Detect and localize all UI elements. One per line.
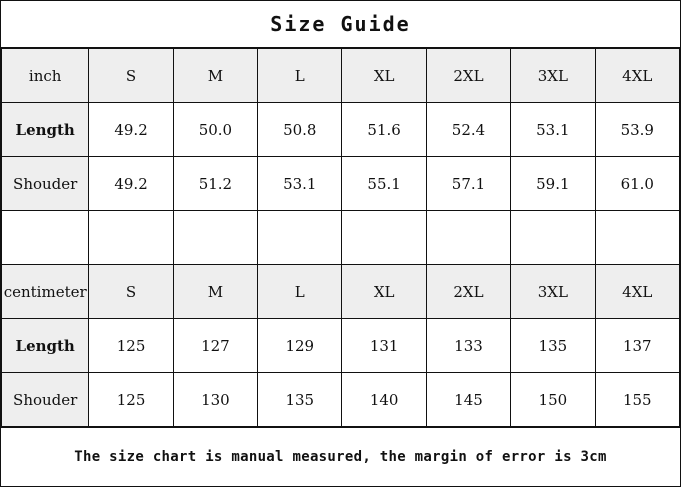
table-row-header-inch bbox=[2, 49, 680, 103]
spacer-cell bbox=[342, 211, 426, 265]
cell-length-cm-4xl: 137 bbox=[595, 319, 679, 373]
row-label-shouder-inch: Shouder bbox=[2, 157, 89, 211]
size-header-cm-m: M bbox=[173, 265, 257, 319]
cell-length-inch-s: 49.2 bbox=[89, 103, 173, 157]
size-header-m: M bbox=[173, 49, 257, 103]
footer-note: The size chart is manual measured, the margin of error is 3cm bbox=[74, 449, 607, 465]
spacer-cell bbox=[595, 211, 679, 265]
cell-length-cm-2xl: 133 bbox=[426, 319, 510, 373]
table-row bbox=[2, 103, 680, 157]
cell-length-inch-2xl: 52.4 bbox=[426, 103, 510, 157]
cell-shouder-inch-m: 51.2 bbox=[173, 157, 257, 211]
cell-length-cm-l: 129 bbox=[258, 319, 342, 373]
cell-shouder-inch-2xl: 57.1 bbox=[426, 157, 510, 211]
cell-shouder-cm-s: 125 bbox=[89, 373, 173, 427]
size-header-cm-s: S bbox=[89, 265, 173, 319]
spacer-cell bbox=[258, 211, 342, 265]
row-label-shouder-cm: Shouder bbox=[2, 373, 89, 427]
size-header-cm-l: L bbox=[258, 265, 342, 319]
spacer-cell bbox=[173, 211, 257, 265]
size-header-3xl: 3XL bbox=[511, 49, 595, 103]
title-bar bbox=[1, 1, 680, 48]
size-header-4xl: 4XL bbox=[595, 49, 679, 103]
cell-shouder-cm-l: 135 bbox=[258, 373, 342, 427]
size-header-2xl: 2XL bbox=[426, 49, 510, 103]
footer-bar bbox=[1, 427, 680, 486]
cell-shouder-cm-4xl: 155 bbox=[595, 373, 679, 427]
cell-shouder-inch-3xl: 59.1 bbox=[511, 157, 595, 211]
cell-shouder-inch-s: 49.2 bbox=[89, 157, 173, 211]
cell-shouder-inch-xl: 55.1 bbox=[342, 157, 426, 211]
table-row bbox=[2, 157, 680, 211]
row-label-length-cm: Length bbox=[2, 319, 89, 373]
cell-length-inch-l: 50.8 bbox=[258, 103, 342, 157]
cell-shouder-inch-l: 53.1 bbox=[258, 157, 342, 211]
size-chart-table bbox=[1, 48, 680, 427]
unit-label-inch: inch bbox=[2, 49, 89, 103]
cell-shouder-cm-m: 130 bbox=[173, 373, 257, 427]
row-label-length-inch: Length bbox=[2, 103, 89, 157]
size-header-xl: XL bbox=[342, 49, 426, 103]
size-header-s: S bbox=[89, 49, 173, 103]
size-header-cm-xl: XL bbox=[342, 265, 426, 319]
cell-shouder-cm-2xl: 145 bbox=[426, 373, 510, 427]
table-row bbox=[2, 373, 680, 427]
cell-length-inch-4xl: 53.9 bbox=[595, 103, 679, 157]
cell-shouder-cm-xl: 140 bbox=[342, 373, 426, 427]
cell-shouder-inch-4xl: 61.0 bbox=[595, 157, 679, 211]
cell-length-cm-m: 127 bbox=[173, 319, 257, 373]
cell-length-cm-s: 125 bbox=[89, 319, 173, 373]
spacer-cell bbox=[426, 211, 510, 265]
size-header-l: L bbox=[258, 49, 342, 103]
spacer-cell bbox=[89, 211, 173, 265]
cell-length-cm-3xl: 135 bbox=[511, 319, 595, 373]
cell-length-inch-m: 50.0 bbox=[173, 103, 257, 157]
spacer-cell bbox=[2, 211, 89, 265]
unit-label-centimeter: centimeter bbox=[2, 265, 89, 319]
page-title: Size Guide bbox=[270, 12, 411, 36]
table-row-spacer bbox=[2, 211, 680, 265]
table-row-header-cm bbox=[2, 265, 680, 319]
cell-shouder-cm-3xl: 150 bbox=[511, 373, 595, 427]
cell-length-cm-xl: 131 bbox=[342, 319, 426, 373]
size-header-cm-3xl: 3XL bbox=[511, 265, 595, 319]
cell-length-inch-xl: 51.6 bbox=[342, 103, 426, 157]
size-header-cm-2xl: 2XL bbox=[426, 265, 510, 319]
spacer-cell bbox=[511, 211, 595, 265]
table-row bbox=[2, 319, 680, 373]
size-header-cm-4xl: 4XL bbox=[595, 265, 679, 319]
cell-length-inch-3xl: 53.1 bbox=[511, 103, 595, 157]
